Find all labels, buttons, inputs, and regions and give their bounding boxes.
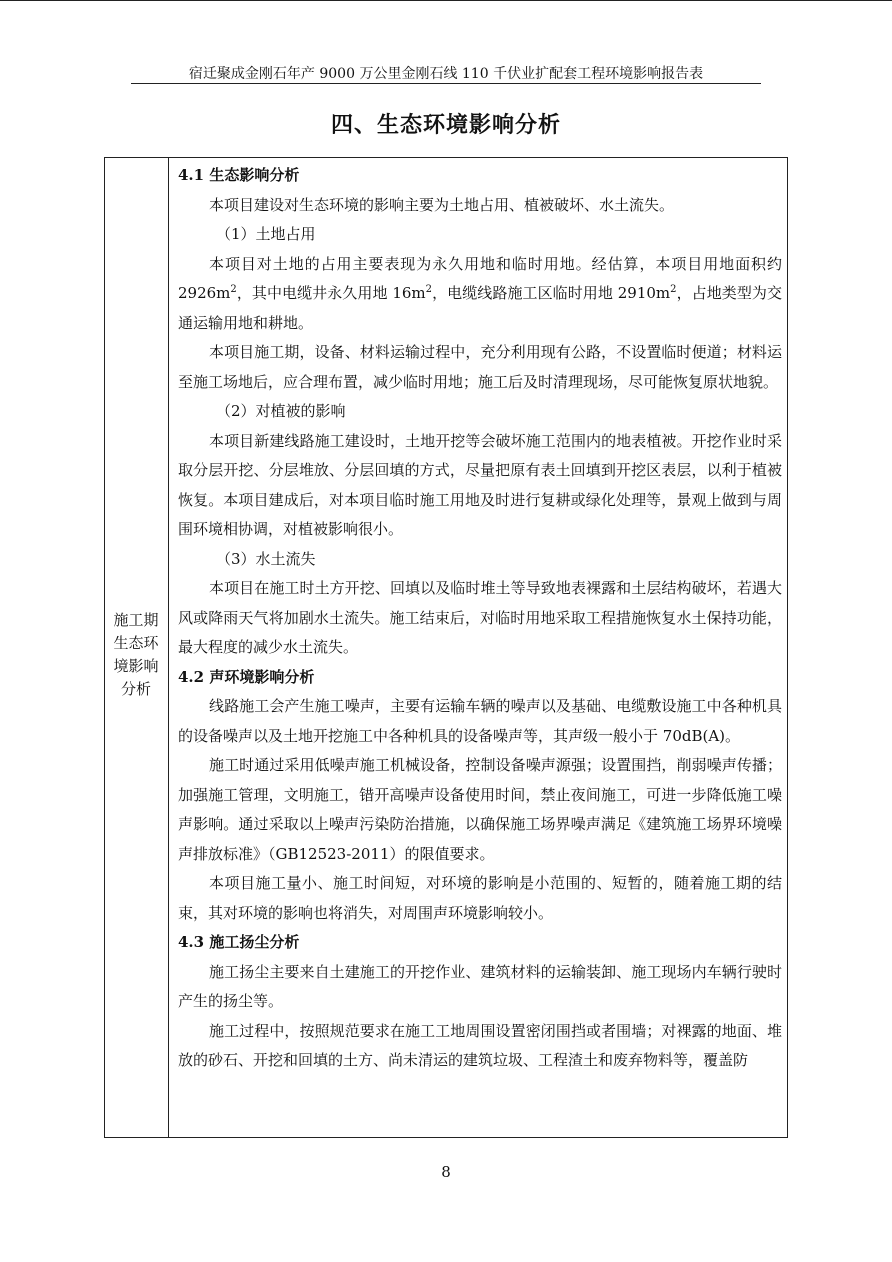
- page-number: 8: [441, 1163, 451, 1181]
- paragraph: 本项目建设对生态环境的影响主要为土地占用、植被破坏、水土流失。: [209, 195, 675, 214]
- row-label: [104, 609, 168, 701]
- subheading-soil-erosion: （3）水土流失: [216, 549, 316, 568]
- superscript: 2: [425, 284, 433, 295]
- row-label-line-1: 施工期: [113, 611, 159, 629]
- top-border-line: [0, 0, 892, 1]
- paragraph: 本项目新建线路施工建设时，土地开挖等会破坏施工范围内的地表植被。开挖作业时采取分层开挖、分层堆放、分层回填的方式，尽量把原有表土回填到开挖区表层，以利于植被恢复。本项目建成后，对本项目临时施工用地及时进行复耕或绿化处理等，景观上做到与周围环境相协调，对植被影响很小。: [178, 431, 782, 538]
- paragraph-land-use: [178, 250, 782, 339]
- row-label-line-2: 生态环: [113, 634, 159, 652]
- row-label-line-4: 分析: [120, 680, 151, 698]
- subheading-vegetation: （2）对植被的影响: [216, 402, 346, 420]
- paragraph: 施工时通过采用低噪声施工机械设备，控制设备噪声源强；设置围挡，削弱噪声传播；加强施工管理，文明施工，错开高噪声设备使用时间，禁止夜间施工，可进一步降低施工噪声影响。通过采取以上噪声污染防治措施，以确保施工场界噪声满足《建筑施工场界环境噪声排放标准》（GB12523-2011）的限值要求。: [178, 756, 782, 863]
- table-column-divider: [168, 157, 169, 1138]
- subheading-land-use: （1）土地占用: [216, 225, 316, 243]
- header-rule: [131, 83, 761, 84]
- text-run: 本项目对土地的占用主要表现为永久用地和临时用地。经估算，本项目用地面积约: [209, 254, 782, 273]
- superscript: 2: [230, 284, 237, 295]
- paragraph: 线路施工会产生施工噪声，主要有运输车辆的噪声以及基础、电缆敷设施工中各种机具的设备噪声以及土地开挖施工中各种机具的设备噪声等，其声级一般小于 70dB(A)。: [178, 697, 782, 745]
- heading-4-3: 4.3 施工扬尘分析: [178, 933, 300, 951]
- paragraph: 本项目施工期，设备、材料运输过程中，充分利用现有公路，不设置临时便道；材料运至施工场地后，应合理布置，减少临时用地；施工后及时清理现场，尽可能恢复原状地貌。: [178, 343, 782, 391]
- heading-4-1: 4.1 生态影响分析: [178, 166, 300, 184]
- paragraph: 本项目施工量小、施工时间短，对环境的影响是小范围的、短暂的，随着施工期的结束，其对环境的影响也将消失，对周围声环境影响较小。: [178, 874, 782, 922]
- text-run: ，占地类型为交通: [178, 284, 782, 332]
- table-content-cell: [178, 161, 782, 1076]
- paragraph: 施工扬尘主要来自土建施工的开挖作业、建筑材料的运输装卸、施工现场内车辆行驶时产生的扬尘等。: [178, 962, 782, 1010]
- row-label-line-3: 境影响: [113, 657, 159, 675]
- text-run: ，电缆线路施工区临时用地 2910m: [432, 284, 671, 302]
- superscript: 2: [670, 284, 677, 295]
- running-header: 宿迁聚成金刚石年产 9000 万公里金刚石线 110 千伏业扩配套工程环境影响报告表: [188, 66, 704, 82]
- paragraph: 施工过程中，按照规范要求在施工工地周围设置密闭围挡或者围墙；对裸露的地面、堆放的砂石、开挖和回填的土方、尚未清运的建筑垃圾、工程渣土和废弃物料等，覆盖防: [178, 1021, 782, 1069]
- heading-4-2: 4.2 声环境影响分析: [178, 667, 315, 686]
- text-run: ，其中电缆井永久用地 16m: [236, 284, 426, 302]
- section-title: 四、生态环境影响分析: [330, 112, 561, 138]
- paragraph: 本项目在施工时土方开挖、回填以及临时堆土等导致地表裸露和土层结构破坏，若遇大风或降雨天气将加剧水土流失。施工结束后，对临时用地采取工程措施恢复水土保持功能，最大程度的减少水土流失。: [178, 579, 782, 656]
- text-run: 运输用地和耕地。: [193, 313, 314, 332]
- text-run: 2926m: [178, 284, 231, 302]
